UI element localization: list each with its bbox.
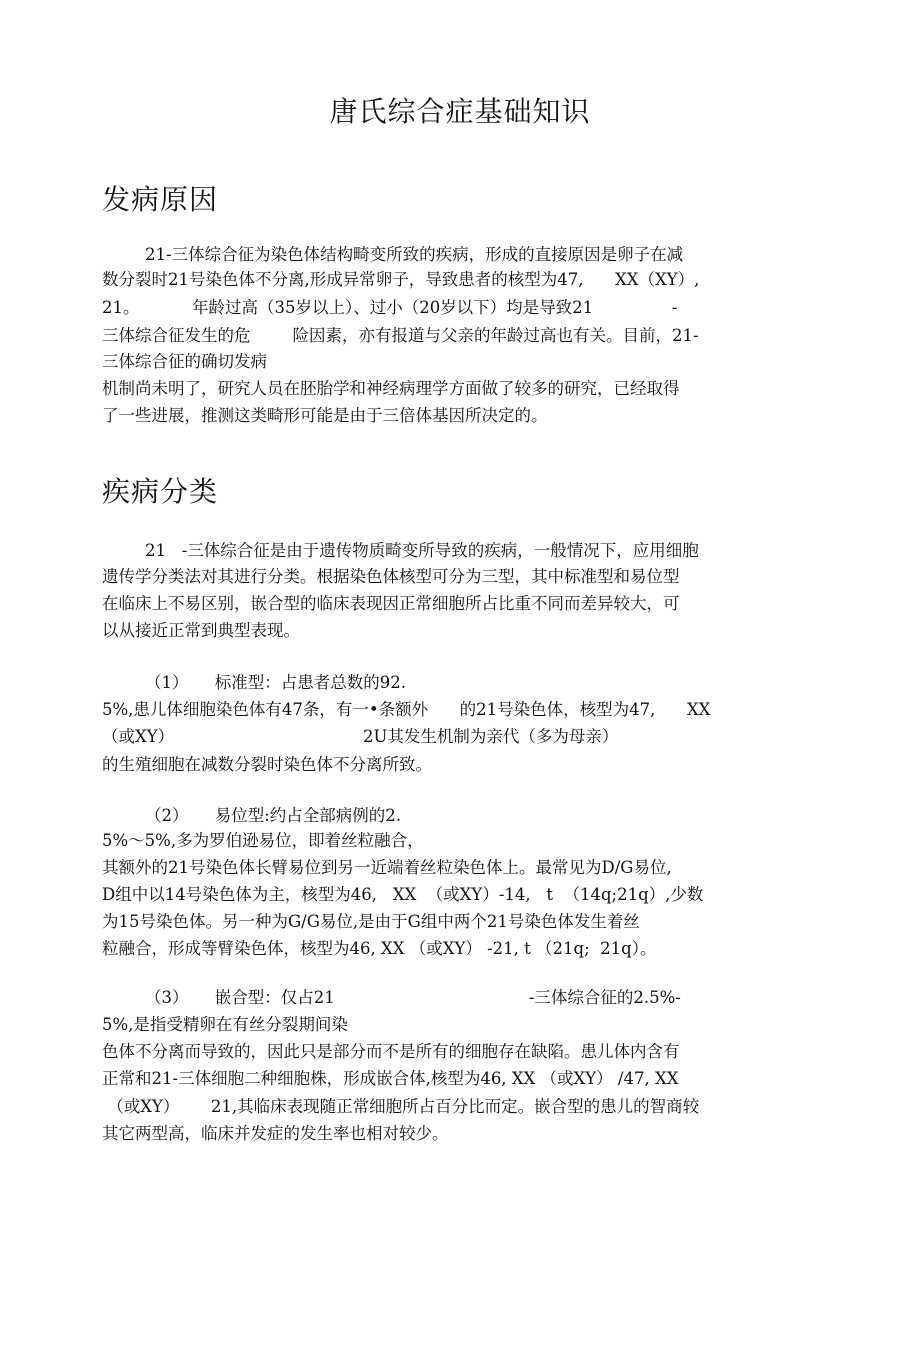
- type-translocation-line: 为15号染色体。另一种为G/G易位,是由于G组中两个21号染色体发生着丝: [102, 912, 640, 931]
- type-mosaic-line: 色体不分离而导致的，因此只是部分而不是所有的细胞存在缺陷。患儿体内含有: [102, 1042, 680, 1061]
- paragraph-line: 数分裂时21号染色体不分离,形成异常卵子，导致患者的核型为47, XX（XY）,: [102, 270, 700, 289]
- type-translocation-line: D组中以14号染色体为主，核型为46, XX （或XY）-14, t （14q;21q）,少数: [102, 885, 704, 904]
- type-standard-line: （1） 标准型：占患者总数的92.: [145, 673, 406, 692]
- section-heading-cause: 发病原因: [102, 183, 219, 216]
- paragraph-line: 21 -三体综合征是由于遗传物质畸变所导致的疾病，一般情况下，应用细胞: [145, 541, 699, 560]
- type-translocation-line: （2） 易位型:约占全部病例的2.: [145, 806, 402, 825]
- paragraph-line: 三体综合征的确切发病: [102, 352, 267, 371]
- type-standard-line: 的生殖细胞在减数分裂时染色体不分离所致。: [102, 755, 432, 774]
- paragraph-line: 机制尚未明了，研究人员在胚胎学和神经病理学方面做了较多的研究，已经取得: [102, 379, 680, 398]
- paragraph-line: 在临床上不易区别，嵌合型的临床表现因正常细胞所占比重不同而差异较大，可: [102, 594, 680, 613]
- type-translocation-line: 5%～5%,多为罗伯逊易位，即着丝粒融合，: [102, 831, 424, 850]
- type-mosaic-line: 其它两型高，临床并发症的发生率也相对较少。: [102, 1124, 449, 1143]
- paragraph-line: 了一些进展，推测这类畸形可能是由于三倍体基因所决定的。: [102, 406, 548, 425]
- type-standard-line: 5%,患儿体细胞染色体有47条，有一•条额外 的21号染色体，核型为47, XX: [102, 700, 711, 719]
- type-translocation-line: 粒融合，形成等臂染色体，核型为46, XX （或XY） -21, t （21q; 21q）。: [102, 939, 657, 958]
- type-mosaic-line: （或XY） 21,其临床表现随正常细胞所占百分比而定。嵌合型的患儿的智商较: [102, 1097, 700, 1116]
- paragraph-line: 21。 年龄过高（35岁以上）、过小（20岁以下）均是导致21 -: [102, 298, 678, 317]
- paragraph-line: 以从接近正常到典型表现。: [102, 621, 300, 640]
- document-title: 唐氏综合症基础知识: [329, 95, 591, 128]
- type-mosaic-line: 正常和21-三体细胞二种细胞株，形成嵌合体,核型为46, XX （或XY） /47, XX: [102, 1069, 679, 1088]
- paragraph-line: 遗传学分类法对其进行分类。根据染色体核型可分为三型，其中标准型和易位型: [102, 567, 680, 586]
- type-mosaic-line: 5%,是指受精卵在有丝分裂期间染: [102, 1015, 348, 1034]
- section-heading-classification: 疾病分类: [102, 475, 219, 508]
- type-mosaic-line: （3） 嵌合型：仅占21 -三体综合征的2.5%-: [145, 988, 681, 1007]
- type-translocation-line: 其额外的21号染色体长臂易位到另一近端着丝粒染色体上。最常见为D/G易位,: [102, 858, 672, 877]
- paragraph-line: 21-三体综合征为染色体结构畸变所致的疾病，形成的直接原因是卵子在减: [145, 245, 684, 264]
- type-standard-line: （或XY） 2U其发生机制为亲代（多为母亲）: [102, 727, 619, 746]
- paragraph-line: 三体综合征发生的危 险因素，亦有报道与父亲的年龄过高也有关。目前，21-: [102, 326, 699, 345]
